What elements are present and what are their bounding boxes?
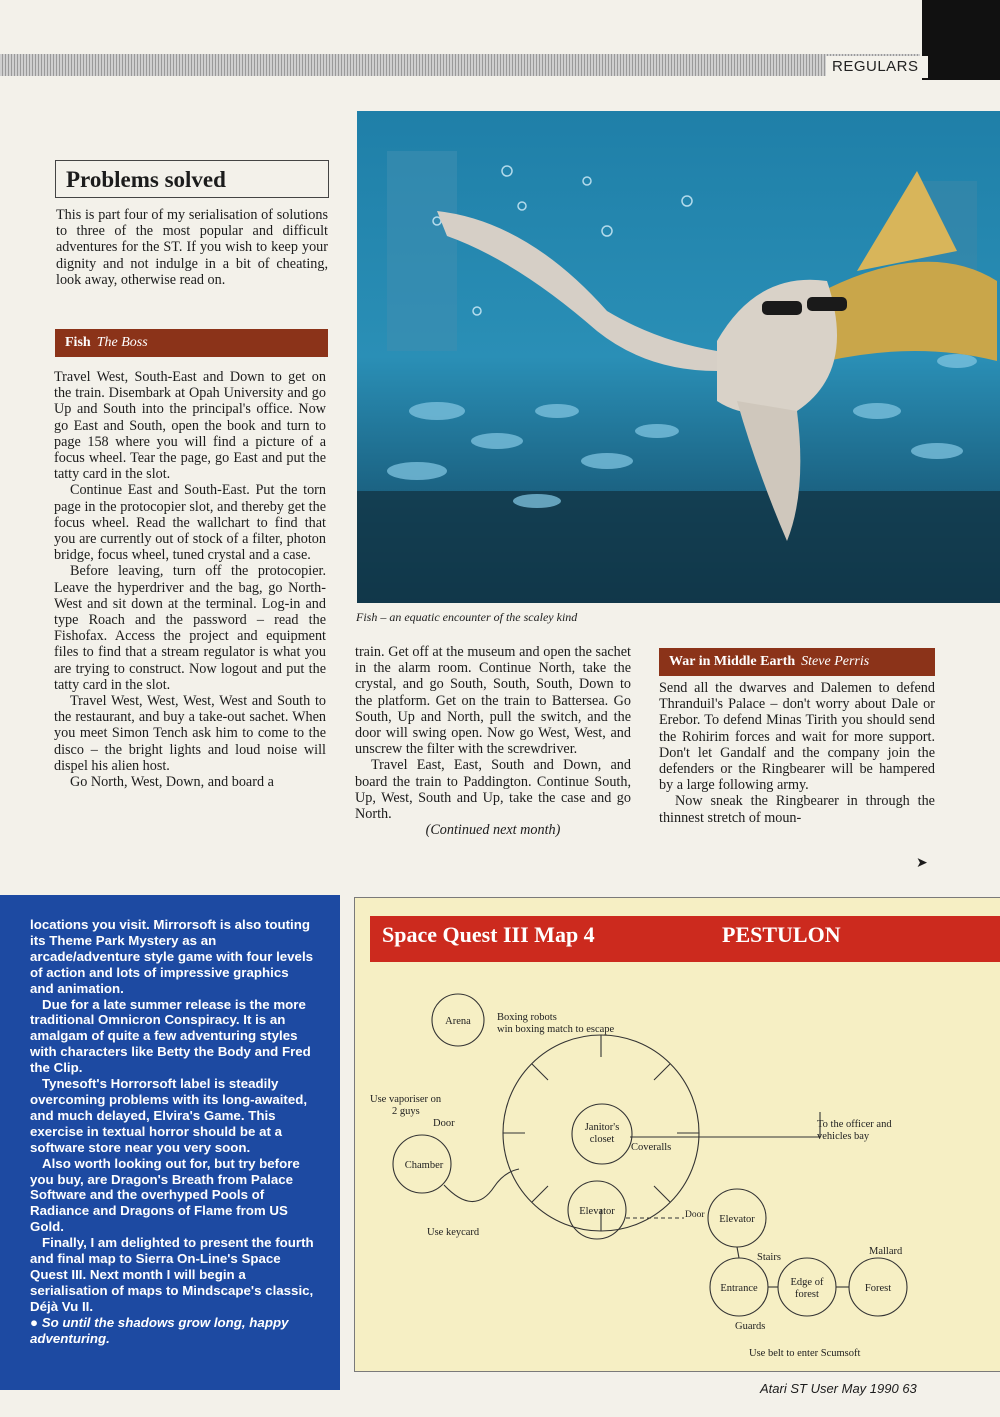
label-door-1: Door [433, 1118, 455, 1129]
node-janitor-2: closet [589, 1134, 615, 1145]
label-coveralls: Coveralls [631, 1142, 672, 1153]
news-para: Due for a late summer release is the more traditional Omnicron Conspiracy. It is an amalgam of quite a few adventuring styles with characters like Betty the Body and Fred the Clip. [30, 996, 311, 1076]
node-edge-2: forest [795, 1289, 819, 1300]
label-boxing-2: win boxing match to escape [497, 1024, 615, 1035]
war-author: Steve Perris [801, 654, 870, 669]
fish-para: train. Get off at the museum and open the sachet in the alarm room. Continue North, take the crystal, and go South, South, South, Down to the platform. Get on the train to Battersea. Go South, Up and North, pull the switch, and the door will swing open. Now go West, West, and unscrew the filter with the screwdriver. [355, 644, 631, 758]
fish-para: Travel West, South-East and Down to get on the train. Disembark at Opah University and go Up and South into the principal's office. Now go East and South, open the book and turn to page 158 where you will find a picture of a focus wheel. Tear the page, go East and put the tatty card in the slot. [54, 369, 326, 483]
news-para: locations you visit. Mirrorsoft is also touting its Theme Park Mystery as an arcade/adventure style game with four levels of action and lots of impressive graphics and animation. [30, 917, 314, 996]
intro-text: This is part four of my serialisation of solutions to three of the most popular and difficult adventures for the ST. If you wish to keep your dignity and not indulge in a bit of cheating, look away, otherwise read on. [56, 207, 328, 288]
fish-illustration [357, 111, 1000, 603]
corner-block [922, 0, 1000, 80]
fish-photo [357, 111, 1000, 603]
node-elevator-inner: Elevator [579, 1206, 615, 1217]
header-rule [0, 54, 920, 76]
continued-note: (Continued next month) [425, 822, 561, 839]
label-door-2: Door [685, 1210, 705, 1220]
map-subtitle: PESTULON [722, 922, 841, 947]
war-para: Now sneak the Ringbearer in through the thinnest stretch of moun- [659, 793, 935, 826]
fish-banner [55, 329, 328, 357]
fish-column-2 [355, 644, 631, 838]
intro-paragraph [56, 207, 328, 288]
fish-column-1 [54, 369, 326, 790]
node-elevator-outer: Elevator [719, 1214, 755, 1225]
label-officer-1: To the officer and [817, 1119, 892, 1130]
page-footer: Atari ST User May 1990 63 [760, 1381, 917, 1396]
article-title-box [55, 160, 329, 198]
node-edge-1: Edge of [790, 1277, 824, 1288]
fish-para: Go North, West, Down, and board a [70, 774, 274, 791]
label-stairs: Stairs [757, 1252, 781, 1263]
label-keycard: Use keycard [427, 1227, 480, 1238]
news-para: Tynesoft's Horrorsoft label is steadily overcoming problems with its long-awaited, and much delayed, Elvira's Game. This exercise in textual horror should be at a software store near you very soon. [30, 1076, 308, 1155]
label-officer-2: vehicles bay [817, 1131, 870, 1142]
label-boxing-1: Boxing robots [497, 1012, 557, 1023]
fish-para: Continue East and South-East. Put the torn page in the protocopier slot, and thereby get the focus wheel. Read the wallchart to find that you are currently out of stock of a filter, photon bridge, focus wheel, tuned crystal and a case. [54, 482, 326, 564]
photo-caption: Fish – an equatic encounter of the scaley kind [356, 610, 578, 624]
label-vapor-1: Use vaporiser on [370, 1094, 442, 1105]
war-column [659, 680, 935, 826]
node-chamber: Chamber [404, 1160, 444, 1171]
war-banner [659, 648, 935, 676]
news-para: Also worth looking out for, but try before you buy, are Dragon's Breath from Palace Software and the overhyped Pools of Radiance and Dragons of Flame from US Gold. [30, 1155, 300, 1235]
map-title: Space Quest III Map 4 [382, 922, 595, 947]
news-para: Finally, I am delighted to present the fourth and final map to Sierra On-Line's Space Quest III. Next month I will begin a serialisation of maps to Mindscape's classic, Déjà Vu II. [30, 1235, 314, 1314]
news-signoff: ● So until the shadows grow long, happy adventuring. [30, 1314, 289, 1346]
node-forest: Forest [864, 1283, 892, 1294]
war-game-name: War in Middle Earth [669, 654, 796, 669]
label-belt: Use belt to enter Scumsoft [749, 1348, 861, 1359]
news-column [30, 917, 315, 1346]
map-diagram [354, 897, 1000, 1372]
fish-game-name: Fish [65, 335, 91, 350]
article-title: Problems solved [66, 167, 226, 192]
label-mallard: Mallard [869, 1246, 903, 1257]
node-entrance: Entrance [720, 1283, 758, 1294]
label-vapor-2: 2 guys [392, 1106, 420, 1117]
war-para: Send all the dwarves and Dalemen to defend Thranduil's Palace – don't worry about Dale or Erebor. To defend Minas Tirith you should send the Rohirim forces and wait for more support. Don't let Gandalf and the company join the defenders or the Ringbearer will be hampered by a large following army. [659, 680, 935, 794]
section-label: REGULARS [826, 56, 928, 78]
label-guards: Guards [735, 1321, 766, 1332]
node-arena: Arena [445, 1016, 471, 1027]
fish-para: Travel West, West, West, West and South to the restaurant, and buy a take-out sachet. When you meet Simon Tench ask him to come to the disco – the bright lights and loud noise will dispel his alien host. [54, 693, 326, 774]
fish-para: Before leaving, turn off the protocopier. Leave the hyperdriver and the bag, go North-West and sit down at the terminal. Log-in and type Roach and the password – read the Fishofax. Access the project and equipment files to find that a stream regulator is what you are trying to construct. Now logout and put the tatty card in the slot. [54, 563, 326, 693]
node-janitor-1: Janitor's [584, 1122, 620, 1133]
fish-author: The Boss [96, 335, 148, 350]
continue-arrow: ➤ [916, 856, 928, 871]
fish-para: Travel East, East, South and Down, and board the train to Paddington. Continue South, Up, West, South and Up, take the case and go North. [355, 757, 631, 823]
